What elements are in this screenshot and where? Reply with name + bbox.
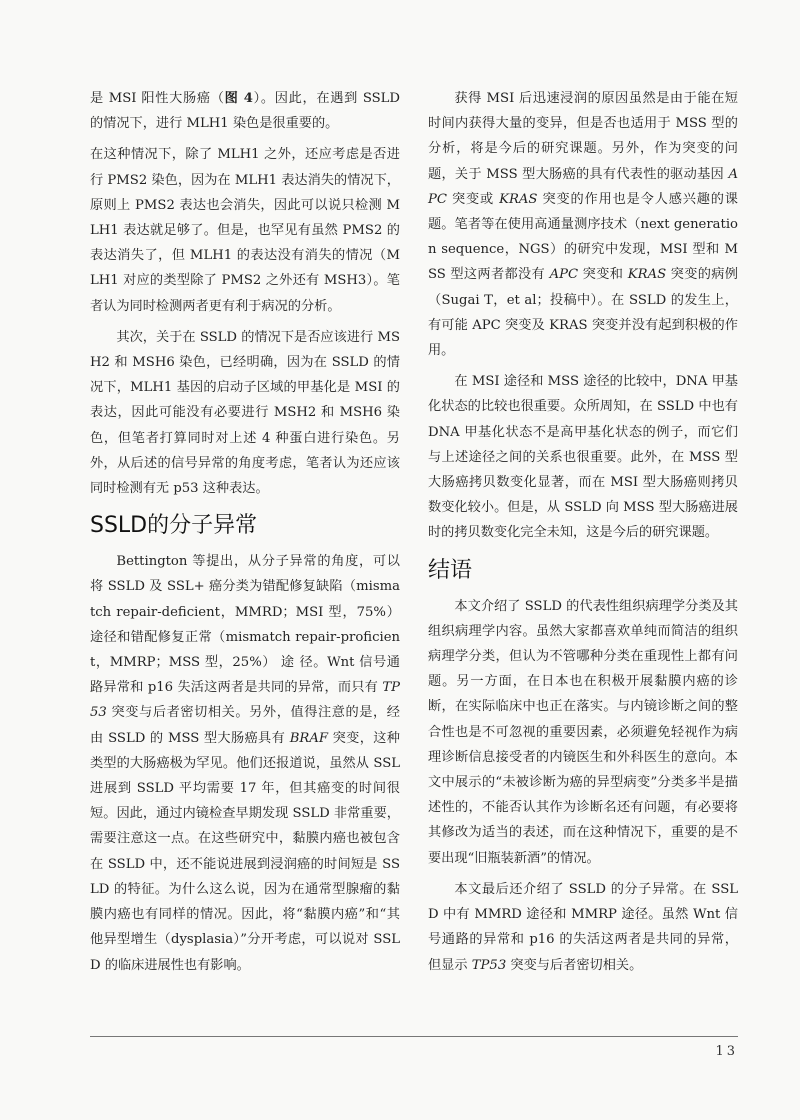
text-run: 本文最后还介绍了 SSLD 的分子异常。在 SSLD 中有 MMRD 途径和 MMRP 途径。虽然 Wnt 信号通路的异常和 p16 的失活这两者是共同的异常，但显示 bbox=[428, 881, 738, 973]
figure-reference: 图 4 bbox=[224, 91, 253, 106]
text-run: 突变的病例（Sugai T，et al；投稿中）。在 SSLD 的发生上，有可能 APC 突变及 KRAS 突变并没有起到积极的作用。 bbox=[428, 267, 738, 359]
gene-name: KRAS bbox=[627, 267, 667, 283]
text-run: 突变与后者密切相关。 bbox=[506, 957, 643, 973]
section-heading-molecular: SSLD的分子异常 bbox=[90, 513, 258, 539]
right-column bbox=[428, 86, 738, 984]
page-number: 13 bbox=[715, 1044, 738, 1059]
gene-name: APC bbox=[549, 267, 579, 283]
left-column bbox=[90, 86, 400, 984]
gene-name: APC bbox=[428, 166, 738, 207]
footer-divider bbox=[90, 1036, 738, 1037]
paragraph-bettington bbox=[90, 549, 400, 977]
paragraph-msi-positive bbox=[90, 86, 400, 136]
gene-name: KRAS bbox=[499, 191, 538, 207]
text-run: ）。因此，在遇到 SSLD 的情况下，进行 MLH1 染色是很重要的。 bbox=[90, 91, 400, 132]
paragraph-msh2-msh6-staining: 其次，关于在 SSLD 的情况下是否应该进行 MSH2 和 MSH6 染色，已经明确，因为在 SSLD 的情况下，MLH1 基因的启动子区域的甲基化是 MSI 的表达，因此可能没有必要进行 MSH2 和 MSH6 染色，但笔者打算同时对上述 4 种蛋白进行染色。另外，从后述的信号异常的角度考虑，笔者认为还应该同时检测有无 p53 这种表达。 bbox=[90, 329, 400, 497]
paragraph-conclusion-molecular bbox=[428, 877, 738, 978]
paragraph-dna-methylation: 在 MSI 途径和 MSS 途径的比较中，DNA 甲基化状态的比较也很重要。众所周知，在 SSLD 中也有 DNA 甲基化状态不是高甲基化状态的例子，而它们与上述途径之间的关系也很重要。此外，在 MSS 型大肠癌拷贝数变化显著，而在 MSI 型大肠癌则拷贝数变化较小。但是，从 SSLD 向 MSS 型大肠癌进展时的拷贝数变化完全未知，这是今后的研究课题。 bbox=[428, 374, 738, 541]
text-run: 突变的作用也是令人感兴趣的课题。笔者等在使用高通量测序技术（next generation sequence，NGS）的研究中发现，MSI 型和 MSS 型这两者都没有 bbox=[428, 191, 738, 283]
text-run: 是 MSI 阳性大肠癌（ bbox=[90, 91, 225, 106]
paragraph-msi-invasion bbox=[428, 86, 738, 363]
text-run: 突变和 bbox=[578, 267, 628, 283]
text-run: 突变，这种类型的大肠癌极为罕见。他们还报道说，虽然从 SSL 进展到 SSLD 平均需要 17 年，但其癌变的时间很短。因此，通过内镜检查早期发现 SSLD 非常重要，需要注意这一点。在这些研究中，黏膜内癌也被包含在 SSLD 中，还不能说进展到浸润癌的时间短是 SSLD 的特征。为什么这么说，因为在通常型腺瘤的黏膜内癌也有同样的情况。因此，将“黏膜内癌”和“其他异型增生（dysplasia）”分开考虑，可以说对 SSLD 的临床进展性也有影响。 bbox=[90, 730, 400, 973]
text-run: 获得 MSI 后迅速浸润的原因虽然是由于能在短时间内获得大量的变异，但是否也适用于 MSS 型的分析，将是今后的研究课题。另外，作为突变的问题，关于 MSS 型大肠癌的具有代表性的驱动基因 bbox=[428, 91, 738, 182]
text-run: 突变与后者密切相关。另外，值得注意的是，经由 SSLD 的 MSS 型大肠癌具有 bbox=[90, 705, 400, 746]
section-heading-conclusion: 结语 bbox=[428, 557, 473, 583]
text-run: Bettington 等提出，从分子异常的角度，可以将 SSLD 及 SSL+ 癌分类为错配修复缺陷（mismatch repair-deficient，MMRD；MSI 型，75%）途径和错配修复正常（mismatch repair-proficient，MMRP；MSS 型，25%） 途 径。Wnt 信号通路异常和 p16 失活这两者是共同的异常，而只有 bbox=[90, 554, 400, 696]
gene-name: TP53 bbox=[471, 957, 507, 973]
paragraph-pms2-staining: 在这种情况下，除了 MLH1 之外，还应考虑是否进行 PMS2 染色，因为在 MLH1 表达消失的情况下，原则上 PMS2 表达也会消失，因此可以说只检测 MLH1 表达就足够了。但是，也罕见有虽然 PMS2 的表达消失了，但 MLH1 的表达没有消失的情况（MLH1 对应的类型除了 PMS2 之外还有 MSH3）。笔者认为同时检测两者更有利于病况的分析。 bbox=[90, 147, 400, 314]
gene-name: TP53 bbox=[90, 680, 400, 721]
text-run: 突变或 bbox=[446, 191, 500, 207]
paragraph-conclusion-classification: 本文介绍了 SSLD 的代表性组织病理学分类及其组织病理学内容。虽然大家都喜欢单纯而简洁的组织病理学分类，但认为不管哪种分类在重现性上都有问题。另一方面，在日本也在积极开展黏膜内癌的诊断，在实际临床中也正在落实。与内镜诊断之间的整合性也是不可忽视的重要因素，必须避免轻视作为病理诊断信息接受者的内镜医生和外科医生的意向。本文中展示的“未被诊断为癌的异型病变”分类多半是描述性的，不能否认其作为诊断名还有问题，有必要将其修改为适当的表述，而在这种情况下，重要的是不要出现“旧瓶装新酒”的情况。 bbox=[428, 598, 738, 866]
gene-name: BRAF bbox=[289, 730, 329, 746]
